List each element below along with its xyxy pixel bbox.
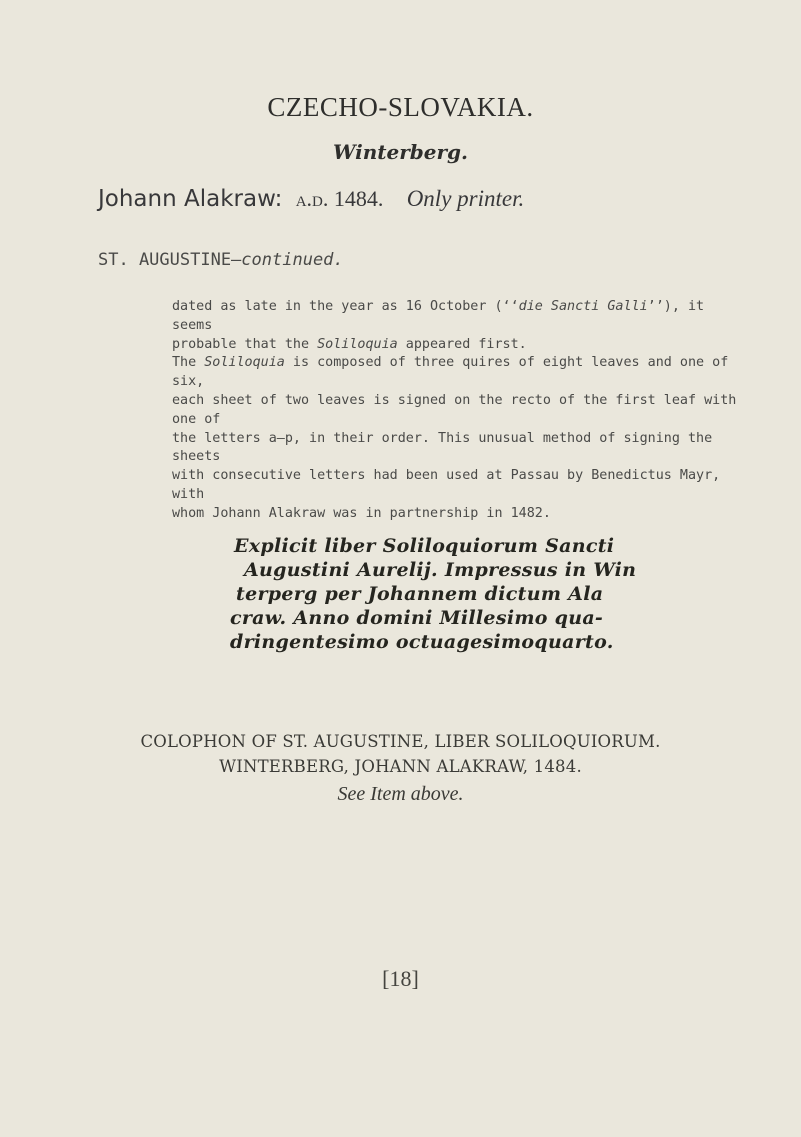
facsimile-line: terperg per Johannem dictum Ala bbox=[236, 583, 604, 605]
facsimile-line: Augustini Aurelij. Impressus in Win bbox=[244, 559, 637, 581]
text-run: is composed of three quires of eight leaves and one of six, bbox=[172, 355, 729, 390]
town-heading: Winterberg. bbox=[333, 140, 468, 164]
colophon-facsimile bbox=[230, 534, 637, 694]
text-run: The bbox=[172, 355, 205, 371]
para-line: the letters a—p, in their order. This unusual method of signing the sheets bbox=[172, 430, 713, 465]
printer-date: a.d. 1484. bbox=[295, 186, 384, 211]
italic-run: die Sancti Galli bbox=[518, 299, 648, 314]
facsimile-line: Explicit liber Soliloquiorum Sancti bbox=[234, 535, 615, 557]
text-run: ’’), it seems bbox=[172, 299, 705, 333]
section-heading bbox=[98, 250, 344, 270]
caption-line-1: COLOPHON OF ST. AUGUSTINE, LIBER SOLILOQUIORUM. bbox=[140, 732, 661, 751]
section-continued: continued. bbox=[241, 250, 344, 270]
para-line bbox=[172, 354, 738, 392]
section-title: ST. AUGUSTINE— bbox=[98, 250, 242, 270]
text-run: probable that the bbox=[172, 336, 318, 352]
facsimile-line: craw. Anno domini Millesimo qua- bbox=[230, 607, 604, 629]
text-run: appeared first. bbox=[397, 336, 527, 352]
printer-line bbox=[98, 186, 524, 212]
text-run: dated as late in the year as 16 October (‘‘ bbox=[172, 299, 519, 314]
italic-run: Soliloquia bbox=[317, 336, 398, 352]
printer-name: Johann Alakraw: bbox=[98, 186, 283, 212]
page-number: [18] bbox=[382, 966, 419, 991]
para-line: each sheet of two leaves is signed on the recto of the first leaf with one of bbox=[172, 392, 737, 427]
italic-run: Soliloquia bbox=[204, 355, 285, 371]
printer-note: Only printer. bbox=[406, 186, 525, 211]
facsimile-line: dringentesimo octuagesimoquarto. bbox=[230, 631, 614, 653]
para-line: whom Johann Alakraw was in partnership in 1482. bbox=[172, 505, 551, 521]
para-line: with consecutive letters had been used at Passau by Benedictus Mayr, with bbox=[172, 468, 721, 502]
caption-line-3: See Item above. bbox=[337, 783, 464, 805]
para-line bbox=[172, 298, 738, 336]
description-paragraph bbox=[172, 298, 738, 524]
country-heading: CZECHO-SLOVAKIA. bbox=[267, 92, 534, 122]
caption-line-2: WINTERBERG, JOHANN ALAKRAW, 1484. bbox=[219, 757, 582, 776]
para-line bbox=[172, 336, 738, 355]
